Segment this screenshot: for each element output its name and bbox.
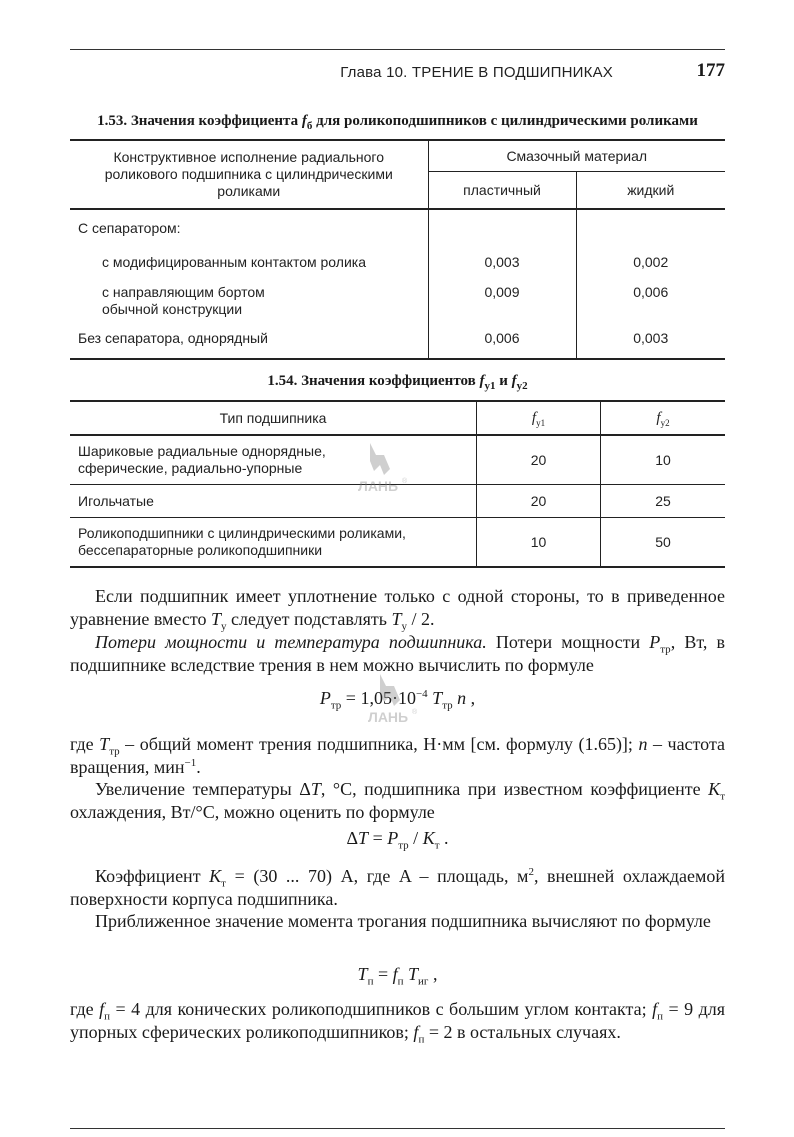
symbol-sub: тр	[109, 745, 120, 758]
symbol: P	[387, 828, 399, 848]
cell-value: 20	[477, 435, 601, 485]
symbol: f	[531, 410, 537, 426]
caption-symbol-sub: y1	[484, 380, 496, 392]
text: ,	[428, 964, 438, 984]
row-label: Игольчатые	[70, 485, 477, 518]
text: ,	[466, 688, 476, 708]
symbol: P	[319, 688, 331, 708]
symbol: K	[422, 828, 435, 848]
symbol-sub: тр	[330, 699, 342, 712]
symbol: T	[391, 609, 402, 629]
watermark-text: ЛАНЬ	[368, 709, 409, 725]
text: Коэффициент	[95, 866, 210, 886]
cell-value	[576, 209, 725, 244]
publisher-watermark-logo	[350, 666, 430, 726]
column-header-fy1	[477, 401, 601, 435]
table-1	[70, 139, 725, 360]
header-rule	[70, 49, 725, 50]
cell-value: 0,006	[576, 274, 725, 320]
symbol-sub: т	[434, 839, 440, 852]
symbol-sub: п	[104, 1010, 111, 1023]
symbol: T	[310, 779, 321, 799]
text: /	[408, 828, 423, 848]
symbol: P	[649, 632, 661, 652]
paragraph-cooling-coefficient	[70, 865, 725, 911]
symbol-sub: т	[221, 877, 226, 890]
page-number: 177	[696, 60, 725, 81]
text: где	[70, 999, 100, 1019]
text: Увеличение температуры Δ	[95, 779, 311, 799]
text: Приближенное значение момента трогания подшипника вычисляют по формуле	[95, 911, 711, 931]
cell-value: 20	[477, 485, 601, 518]
text: охлаждения, Вт/°С, можно оценить по формуле	[70, 802, 435, 822]
symbol-sub: у	[401, 620, 407, 633]
symbol-sub: п	[657, 1010, 663, 1023]
symbol: K	[708, 779, 721, 799]
exponent: −4	[415, 688, 428, 700]
text: – частота вращения, мин	[70, 734, 726, 777]
row-label: Без сепаратора, однорядный	[78, 330, 268, 346]
column-header-plastic: пластичный	[428, 172, 576, 210]
caption-text: для роликоподшипников с цилиндрическими роликами	[312, 113, 698, 129]
caption-text: и	[495, 373, 512, 389]
running-title: Глава 10. ТРЕНИЕ В ПОДШИПНИКАХ	[340, 64, 613, 81]
text: = (30 ... 70) A, где A – площадь, м	[225, 866, 529, 886]
cell-value: 10	[477, 518, 601, 568]
cell-value: 10	[601, 435, 726, 485]
text: Δ	[346, 828, 359, 848]
watermark-mark: ®	[412, 709, 418, 716]
text: – общий момент трения подшипника, Н·мм [см. формулу (1.65)];	[119, 734, 639, 754]
symbol: T	[357, 964, 368, 984]
footer-rule	[70, 1128, 725, 1129]
cell-value	[428, 209, 576, 244]
caption-text: 1.53. Значения коэффициента	[97, 113, 302, 129]
caption-symbol: f	[479, 373, 485, 389]
symbol: T	[99, 734, 110, 754]
text: .	[439, 828, 449, 848]
symbol-sub: тр	[660, 643, 671, 656]
symbol: T	[358, 828, 369, 848]
symbol: n	[638, 734, 648, 754]
text: .	[196, 757, 201, 777]
symbol: T	[403, 964, 419, 984]
caption-symbol: f	[511, 373, 517, 389]
paragraph-fp-values	[70, 998, 725, 1044]
table-row	[70, 518, 725, 568]
cell-value: 25	[601, 485, 726, 518]
symbol: K	[209, 866, 222, 886]
symbol-sub: y1	[536, 418, 546, 428]
table-row	[70, 320, 725, 359]
paragraph-definitions	[70, 733, 725, 779]
symbol-sub: иг	[418, 975, 429, 988]
text: / 2.	[406, 609, 435, 629]
symbol: f	[99, 999, 105, 1019]
publisher-watermark-logo	[340, 435, 420, 495]
cell-value: 0,002	[576, 244, 725, 274]
text: Если подшипник имеет уплотнение только с одной стороны, то в приведенное уравнение вместо	[70, 586, 725, 629]
cell-value: 0,003	[576, 320, 725, 359]
exponent: −1	[184, 757, 197, 769]
symbol-sub: тр	[398, 839, 409, 852]
symbol: f	[413, 1022, 419, 1042]
paragraph-seal	[70, 585, 725, 631]
text: , °С, подшипника при известном коэффициенте	[320, 779, 709, 799]
text: = 2 в остальных случаях.	[424, 1022, 621, 1042]
symbol: T	[211, 609, 222, 629]
text: , Вт, в подшипнике вследствие трения в нем можно вычислить по формуле	[70, 632, 725, 675]
row-label: с модифицированным контактом ролика	[102, 254, 366, 270]
text: Потери мощности	[486, 632, 650, 652]
caption-symbol: f	[301, 113, 307, 129]
running-header	[70, 60, 725, 86]
symbol-sub: т	[720, 790, 725, 803]
text: =	[373, 964, 393, 984]
symbol-sub: y2	[660, 418, 670, 428]
text: = 9 для упорных сферических роликоподшипников;	[70, 999, 725, 1042]
column-header-bearing-type: Тип подшипника	[70, 401, 477, 435]
table-1-caption	[70, 113, 725, 130]
row-label: Шариковые радиальные однорядные, сферические, радиально-упорные	[70, 435, 477, 485]
symbol: f	[656, 410, 661, 426]
caption-text: 1.54. Значения коэффициентов	[267, 373, 480, 389]
symbol-sub: п	[397, 975, 404, 988]
cell-value: 0,006	[428, 320, 576, 359]
symbol-sub: у	[221, 620, 227, 633]
symbol-sub: п	[367, 975, 374, 988]
exponent: 2	[528, 866, 534, 878]
row-label: С сепаратором:	[78, 220, 181, 236]
text: , внешней охлаждаемой поверхности корпуса подшипника.	[70, 866, 725, 909]
symbol: n	[452, 688, 467, 708]
text: = 1,05·10	[341, 688, 416, 708]
deer-logo-icon	[350, 666, 430, 726]
caption-symbol-sub: б	[306, 120, 313, 132]
paragraph-temperature	[70, 778, 725, 824]
table-row	[70, 244, 725, 274]
caption-symbol-sub: y2	[516, 380, 528, 392]
symbol: T	[427, 688, 443, 708]
text: = 4 для конических роликоподшипников с большим углом контакта;	[110, 999, 653, 1019]
table-2-caption	[70, 373, 725, 390]
table-row	[70, 274, 725, 320]
row-label: Роликоподшипники с цилиндрическими роликами, бессепараторные роликоподшипники	[78, 525, 406, 558]
symbol: f	[392, 964, 398, 984]
section-heading-italic: Потери мощности и температура подшипника.	[95, 632, 487, 652]
column-header-lubricant: Смазочный материал	[428, 140, 725, 172]
deer-logo-icon	[340, 435, 420, 495]
text: следует подставлять	[226, 609, 392, 629]
formula-temperature	[70, 828, 725, 852]
cell-value: 50	[601, 518, 726, 568]
cell-value: 0,009	[428, 274, 576, 320]
text: =	[368, 828, 388, 848]
symbol-sub: п	[418, 1033, 425, 1046]
column-header-fy2	[601, 401, 726, 435]
column-header-design: Конструктивное исполнение радиального роликового подшипника с цилиндрическими роликами	[70, 140, 428, 209]
text: где	[70, 734, 100, 754]
watermark-text: ЛАНЬ	[358, 478, 399, 494]
cell-value: 0,003	[428, 244, 576, 274]
formula-starting-torque	[70, 964, 725, 988]
symbol-sub: тр	[442, 699, 453, 712]
column-header-liquid: жидкий	[576, 172, 725, 210]
watermark-mark: ®	[402, 478, 408, 485]
symbol: f	[652, 999, 658, 1019]
row-label: с направляющим бортом обычной конструкции	[102, 284, 265, 317]
paragraph-starting-torque	[70, 910, 725, 933]
table-row	[70, 209, 725, 244]
